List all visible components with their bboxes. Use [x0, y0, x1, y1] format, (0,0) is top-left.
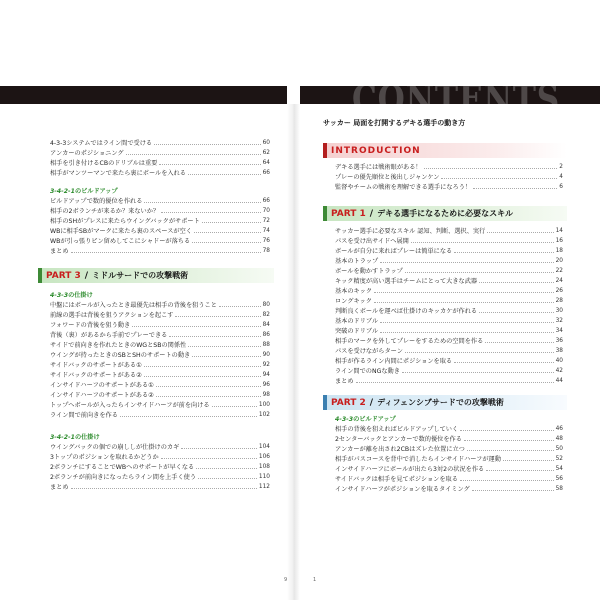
toc-entry[interactable]	[50, 370, 270, 379]
entry-page: 62	[262, 149, 270, 156]
entry-page: 2	[559, 163, 563, 170]
toc-entry[interactable]	[335, 366, 563, 375]
entry-page: 86	[262, 331, 270, 338]
part-title: デキる選手になるために必要なスキル	[377, 209, 514, 218]
entry-page: 40	[555, 357, 563, 364]
toc-entry[interactable]	[50, 320, 270, 329]
entry-page: 80	[262, 301, 270, 308]
toc-entry[interactable]	[335, 296, 563, 305]
entry-page: 92	[262, 361, 270, 368]
entry-title: サイドで前向きを作れたときのWGとSBの関係性	[50, 342, 187, 349]
entry-title: ライン間でのNGな動き	[335, 368, 400, 375]
toc-entry[interactable]	[50, 158, 270, 167]
entry-title: ロングキック	[335, 298, 372, 305]
toc-entry[interactable]	[50, 330, 270, 339]
entry-page: 102	[258, 411, 270, 418]
entry-title: インサイドハーフがポジションを取るタイミング	[335, 486, 470, 493]
part1-banner[interactable]: PART 1 / デキる選手になるために必要なスキル	[323, 206, 567, 221]
toc-entry[interactable]	[335, 464, 563, 473]
entry-page: 60	[262, 139, 270, 146]
entry-title: 相手の背後を狙えればビルドアップしていく	[335, 426, 459, 433]
entry-page: 98	[262, 391, 270, 398]
entry-page: 104	[258, 443, 270, 450]
entry-page: 70	[262, 207, 270, 214]
toc-entry[interactable]	[335, 276, 563, 285]
entry-title: 2センターバックとアンカーで数的優位を作る	[335, 436, 462, 443]
entry-page: 56	[555, 475, 563, 482]
book-subtitle: サッカー 局面を打開するデキる選手の動き方	[323, 119, 466, 127]
part-label: PART 3	[46, 270, 81, 281]
entry-page: 88	[262, 341, 270, 348]
entry-title: インサイドハーフにボールが出たら3対2の状況を作る	[335, 466, 485, 473]
entry-title: 基本のトラップ	[335, 258, 379, 265]
toc-entry[interactable]	[335, 256, 563, 265]
book-gutter	[287, 104, 300, 600]
entry-page: 26	[555, 287, 563, 294]
entry-page: 66	[262, 169, 270, 176]
entry-title: まとめ	[50, 248, 69, 255]
entry-title: ライン間で前向きを作る	[50, 412, 118, 419]
entry-page: 106	[258, 453, 270, 460]
entry-title: インサイドハーフのサポートがある②	[50, 392, 154, 399]
entry-page: 4	[559, 173, 563, 180]
entry-page: 20	[555, 257, 563, 264]
entry-title: 相手がパスコースを背中で消したらインサイドハーフが運動	[335, 456, 501, 463]
toc-entry[interactable]	[50, 340, 270, 349]
entry-page: 46	[555, 425, 563, 432]
toc-entry[interactable]	[50, 482, 270, 491]
entry-page: 64	[262, 159, 270, 166]
entry-title: トップへボールが入ったらインサイドハーフが前を向ける	[50, 402, 210, 409]
toc-entry[interactable]	[335, 172, 563, 181]
entry-page: 52	[555, 455, 563, 462]
toc-entry[interactable]	[50, 246, 270, 255]
toc-entry[interactable]	[50, 300, 270, 309]
toc-entry[interactable]	[335, 162, 563, 171]
toc-entry[interactable]	[335, 454, 563, 463]
entry-title: サイドバックは相手を見てポジションを取る	[335, 476, 458, 483]
toc-entry[interactable]	[335, 376, 563, 385]
entry-page: 30	[555, 307, 563, 314]
part-label: INTRODUCTION	[331, 145, 421, 156]
toc-entry[interactable]	[335, 316, 563, 325]
entry-title: サイドバックのサポートがある①	[50, 362, 142, 369]
entry-page: 58	[555, 485, 563, 492]
toc-entry[interactable]	[335, 246, 563, 255]
entry-title: プレーの優先順位と後出しジャンケン	[335, 174, 440, 181]
entry-title: アンカーのポジショニング	[50, 150, 124, 157]
part-label: PART 1	[331, 208, 366, 219]
entry-page: 90	[262, 351, 270, 358]
toc-entry[interactable]	[50, 462, 270, 471]
toc-entry[interactable]	[50, 168, 270, 177]
entry-title: デキる選手には戦術眼がある！	[335, 164, 422, 171]
entry-title: 相手を引き付けるCBのドリブルは重要	[50, 160, 158, 167]
toc-entry[interactable]	[335, 226, 563, 235]
toc-entry[interactable]	[50, 442, 270, 451]
entry-title: 4-3-3システムではライン間で受ける	[50, 140, 153, 147]
entry-title: 監督やチームの戦術を理解できる選手になろう！	[335, 184, 472, 191]
entry-title: 判断良くボールを運べば仕掛けのキッカケが作れる	[335, 308, 478, 315]
entry-title: パスを受けながらターン	[335, 348, 403, 355]
toc-entry[interactable]	[50, 148, 270, 157]
toc-entry[interactable]	[50, 472, 270, 481]
entry-page: 100	[258, 401, 270, 408]
entry-title: 基本のキック	[335, 288, 373, 295]
entry-title: WBに相手SBがマークに来たら裏のスペースが空く	[50, 228, 192, 235]
toc-entry[interactable]	[335, 346, 563, 355]
toc-entry[interactable]	[50, 196, 270, 205]
entry-title: パスを受け出サイドへ展開	[335, 238, 409, 245]
contents-heading: CONTENTS	[352, 76, 561, 121]
entry-page: 36	[555, 337, 563, 344]
part2-banner[interactable]: PART 2 / ディフェンシブサードでの攻撃戦術	[323, 395, 567, 410]
toc-entry[interactable]	[50, 350, 270, 359]
entry-title: 突破のドリブル	[335, 328, 379, 335]
toc-entry[interactable]	[50, 360, 270, 369]
entry-page: 16	[555, 237, 563, 244]
entry-title: まとめ	[335, 378, 354, 385]
entry-page: 50	[555, 445, 563, 452]
toc-entry[interactable]	[50, 380, 270, 389]
toc-entry[interactable]	[50, 216, 270, 225]
entry-page: 96	[262, 381, 270, 388]
toc-entry[interactable]	[50, 390, 270, 399]
toc-entry[interactable]	[50, 452, 270, 461]
toc-entry[interactable]	[335, 306, 563, 315]
entry-page: 42	[555, 367, 563, 374]
section-subheading: 3-4-2-1の仕掛け	[50, 434, 100, 441]
toc-entry[interactable]	[335, 286, 563, 295]
entry-title: ボールが自分に来ればプレーは簡単になる	[335, 248, 453, 255]
toc-entry[interactable]	[50, 206, 270, 215]
entry-title: 相手がマンツーマンで来たら裏にボールを入れる	[50, 170, 186, 177]
entry-title: 相手のSHがプレスに来たらウイングバックがサポート	[50, 218, 200, 225]
toc-entry[interactable]	[335, 356, 563, 365]
toc-entry[interactable]	[50, 410, 270, 419]
toc-entry[interactable]	[335, 182, 563, 191]
toc-entry[interactable]	[335, 434, 563, 443]
entry-title: 相手の2ボランチが来るか？来ないか？	[50, 208, 160, 215]
entry-title: フォワードの背後を狙う動き	[50, 322, 131, 329]
entry-page: 22	[555, 267, 563, 274]
toc-entry[interactable]	[50, 138, 270, 147]
entry-title: ウイングが持ったときのSBとSHのサポートの動き	[50, 352, 191, 359]
entry-title: 背後（裏）があるから手前でプレーできる	[50, 332, 168, 339]
part-label: PART 2	[331, 397, 366, 408]
left-header-band	[0, 86, 287, 104]
entry-page: 84	[262, 321, 270, 328]
toc-entry[interactable]	[335, 424, 563, 433]
toc-entry[interactable]	[50, 400, 270, 409]
part-title: ディフェンシブサードでの攻撃戦術	[377, 398, 504, 407]
entry-page: 44	[555, 377, 563, 384]
toc-entry[interactable]	[50, 236, 270, 245]
section-subheading: 4-3-3のビルドアップ	[335, 416, 396, 423]
entry-page: 72	[262, 217, 270, 224]
introduction-banner[interactable]	[323, 143, 567, 158]
entry-page: 82	[262, 311, 270, 318]
entry-page: 66	[262, 197, 270, 204]
entry-title: 中盤にはボールが入ったとき最優先は相手の背後を狙うこと	[50, 302, 217, 309]
entry-title: WBが引っ張りピン留めしてこにシャドーが落ちる	[50, 238, 191, 245]
entry-title: 相手のマークを外してプレーをするための空間を作る	[335, 338, 484, 345]
entry-page: 14	[555, 227, 563, 234]
entry-title: ボールを動かすトラップ	[335, 268, 403, 275]
entry-title: サイドバックのサポートがある②	[50, 372, 142, 379]
entry-page: 74	[262, 227, 270, 234]
entry-title: ビルドアップで数的優位を作れる	[50, 198, 143, 205]
toc-entry[interactable]	[50, 226, 270, 235]
toc-entry[interactable]	[335, 484, 563, 493]
toc-entry[interactable]	[335, 236, 563, 245]
entry-title: サッカー選手に必要なスキル 認知、判断、選択、実行	[335, 228, 486, 235]
entry-title: 3トップのポジションを取れるかどうか	[50, 454, 159, 461]
entry-page: 110	[258, 473, 270, 480]
entry-page: 34	[555, 327, 563, 334]
entry-title: インサイドハーフのサポートがある①	[50, 382, 154, 389]
entry-page: 18	[555, 247, 563, 254]
entry-title: キック精度が高い選手はチームにとって大きな武器	[335, 278, 478, 285]
entry-page: 38	[555, 347, 563, 354]
toc-entry[interactable]	[335, 444, 563, 453]
entry-page: 112	[258, 483, 270, 490]
entry-title: ウイングバックの個での崩ししが仕掛けのカギ	[50, 444, 180, 451]
entry-title: アンカーが離を出され2CBはズレた位置に立つ	[335, 446, 465, 453]
part-title: ミドルサードでの攻撃戦術	[92, 271, 189, 280]
entry-title: 前線の選手は背後を狙うアクションを起こす	[50, 312, 174, 319]
toc-entry[interactable]	[335, 474, 563, 483]
toc-entry[interactable]	[335, 336, 563, 345]
part3-banner[interactable]: PART 3 / ミドルサードでの攻撃戦術	[38, 268, 274, 283]
entry-page: 6	[559, 183, 563, 190]
entry-title: 相手が作るライン内間にポジションを取る	[335, 358, 453, 365]
toc-entry[interactable]	[335, 266, 563, 275]
entry-title: 2ボランチにすることでWBへのサポートが早くなる	[50, 464, 195, 471]
section-subheading: 4-3-3の仕掛け	[50, 292, 93, 299]
entry-title: 2ボランチが前向きになったらライン間を上手く使う	[50, 474, 197, 481]
entry-page: 94	[262, 371, 270, 378]
entry-page: 24	[555, 277, 563, 284]
entry-page: 32	[555, 317, 563, 324]
entry-page: 48	[555, 435, 563, 442]
entry-page: 108	[258, 463, 270, 470]
entry-page: 76	[262, 237, 270, 244]
section-subheading: 3-4-2-1のビルドアップ	[50, 188, 118, 195]
entry-page: 78	[262, 247, 270, 254]
page-number: 1	[313, 577, 317, 583]
entry-page: 28	[555, 297, 563, 304]
toc-entry[interactable]	[335, 326, 563, 335]
entry-title: 基本のドリブル	[335, 318, 379, 325]
entry-page: 54	[555, 465, 563, 472]
page-number: 9	[284, 577, 288, 583]
toc-entry[interactable]	[50, 310, 270, 319]
entry-title: まとめ	[50, 484, 69, 491]
